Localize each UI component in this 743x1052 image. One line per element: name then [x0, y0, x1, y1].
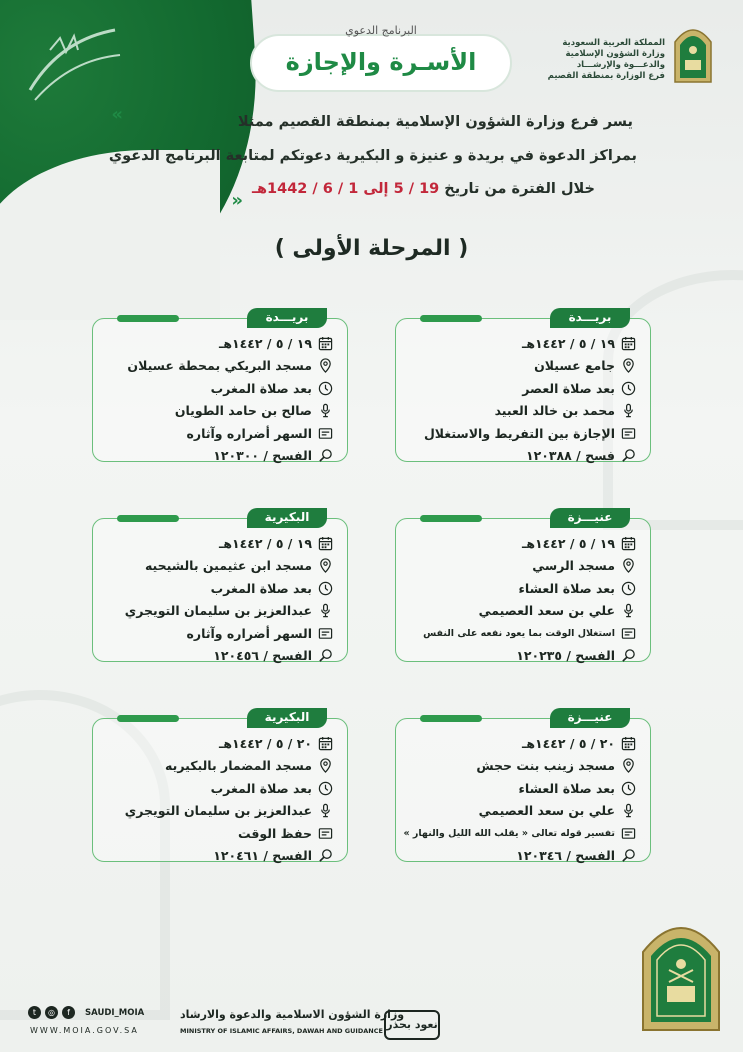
clock-icon — [318, 581, 333, 596]
facebook-icon[interactable]: f — [62, 1006, 75, 1019]
clock-icon — [621, 781, 636, 796]
card-accent-bar — [420, 515, 482, 522]
event-time-row — [404, 577, 636, 600]
event-speaker-row — [404, 400, 636, 423]
event-permit-number-row — [101, 645, 333, 668]
event-date-row — [404, 732, 636, 755]
event-location: مسجد المضمار بالبكيريه — [165, 758, 312, 774]
event-permit-number-row — [404, 445, 636, 468]
ministry-name-header — [515, 38, 665, 82]
event-permit-number-row — [404, 845, 636, 868]
speaker-icon — [621, 603, 636, 618]
event-speaker: علي بن سعد العصيمي — [478, 603, 615, 619]
saudi-emblem-watermark — [20, 20, 130, 110]
event-permit-number: الفسح / ١٢٠٤٥٦ — [213, 648, 312, 664]
event-speaker: علي بن سعد العصيمي — [478, 803, 615, 819]
event-location-row — [404, 355, 636, 378]
schedule-card — [92, 510, 348, 664]
event-time: بعد صلاة العصر — [522, 380, 615, 396]
event-permit-number: الفسح / ١٢٠٢٣٥ — [516, 648, 615, 664]
calendar-icon — [621, 536, 636, 551]
location-pin-icon — [621, 558, 636, 573]
schedule-card — [92, 710, 348, 864]
event-time-row — [101, 577, 333, 600]
permit-search-icon — [621, 848, 636, 863]
event-date: ١٩ / ٥ / ١٤٤٢هـ — [219, 535, 312, 551]
permit-search-icon — [621, 648, 636, 663]
social-handle: SAUDI_MOIA — [85, 1007, 145, 1018]
location-pin-icon — [621, 358, 636, 373]
event-topic-row — [101, 422, 333, 445]
intro-period-dates: 19 / 5 إلى 1 / 6 / 1442هـ — [252, 181, 440, 197]
event-permit-number-row — [101, 845, 333, 868]
permit-search-icon — [318, 848, 333, 863]
phase-title: ( المرحلة الأولى ) — [274, 236, 469, 261]
event-topic-row — [404, 422, 636, 445]
event-time: بعد صلاة العشاء — [518, 580, 615, 596]
event-permit-number: فسح / ١٢٠٣٨٨ — [526, 448, 615, 464]
clock-icon — [318, 781, 333, 796]
event-topic: حفظ الوقت — [238, 825, 312, 841]
clock-icon — [621, 581, 636, 596]
event-time-row — [404, 777, 636, 800]
event-permit-number: الفسح / ١٢٠٣٠٠ — [213, 448, 312, 464]
event-time-row — [101, 377, 333, 400]
event-date-row — [404, 332, 636, 355]
topic-icon — [318, 626, 333, 641]
topic-icon — [318, 426, 333, 441]
ministry-line: وزارة الشؤون الإسلامية — [565, 49, 665, 59]
event-date-row — [101, 532, 333, 555]
event-time: بعد صلاة المغرب — [210, 780, 312, 796]
city-tag: بريـــدة — [247, 308, 327, 328]
event-permit-number-row — [101, 445, 333, 468]
calendar-icon — [318, 536, 333, 551]
event-date-row — [101, 332, 333, 355]
schedule-card — [395, 310, 651, 464]
event-speaker-row — [404, 600, 636, 623]
ministry-line: فرع الوزارة بمنطقة القصيم — [547, 71, 665, 81]
event-permit-number: الفسح / ١٢٠٣٤٦ — [516, 848, 615, 864]
event-date: ١٩ / ٥ / ١٤٤٢هـ — [219, 335, 312, 351]
event-location-row — [404, 755, 636, 778]
event-topic-row — [404, 622, 636, 645]
event-speaker: عبدالعزيز بن سليمان التويجري — [124, 803, 312, 819]
speaker-icon — [318, 803, 333, 818]
event-location-row — [101, 755, 333, 778]
card-accent-bar — [117, 715, 179, 722]
event-topic: استغلال الوقت بما يعود نفعه على النفس — [423, 627, 615, 639]
ministry-logo-large — [639, 912, 723, 1032]
event-location-row — [404, 555, 636, 578]
footer-ministry-english: MINISTRY OF ISLAMIC AFFAIRS, DAWAH AND GUIDANCE — [180, 1027, 383, 1035]
program-title-badge — [250, 24, 512, 92]
event-time-row — [404, 377, 636, 400]
quote-open-mark: » — [111, 104, 123, 125]
permit-search-icon — [621, 448, 636, 463]
event-time: بعد صلاة المغرب — [210, 380, 312, 396]
topic-icon — [621, 626, 636, 641]
event-topic: السهر أضراره وآثاره — [186, 625, 312, 641]
event-date-row — [404, 532, 636, 555]
instagram-icon[interactable]: ◎ — [45, 1006, 58, 1019]
topic-icon — [621, 826, 636, 841]
calendar-icon — [318, 736, 333, 751]
slogan-badge: نعود بحذر — [384, 1010, 440, 1040]
intro-line-3 — [50, 181, 595, 197]
card-accent-bar — [117, 315, 179, 322]
speaker-icon — [621, 803, 636, 818]
ministry-line: المملكة العربية السعودية — [562, 38, 665, 48]
city-tag: البكيرية — [247, 508, 327, 528]
event-time-row — [101, 777, 333, 800]
program-title: الأسـرة والإجازة — [285, 48, 477, 76]
location-pin-icon — [621, 758, 636, 773]
intro-period-label: خلال الفترة من تاريخ — [439, 181, 595, 197]
speaker-icon — [318, 603, 333, 618]
event-location: مسجد البريكي بمحطة عسيلان — [127, 358, 312, 374]
event-speaker: محمد بن خالد العبيد — [494, 403, 615, 419]
event-topic-row — [404, 822, 636, 845]
schedule-card — [395, 710, 651, 864]
event-topic: الإجازة بين التفريط والاستغلال — [423, 425, 615, 441]
event-location: مسجد زينب بنت حجش — [476, 758, 615, 774]
event-permit-number-row — [404, 645, 636, 668]
social-links — [28, 1006, 144, 1019]
event-topic: السهر أضراره وآثاره — [186, 425, 312, 441]
website-url: WWW.MOIA.GOV.SA — [30, 1026, 139, 1035]
event-date: ٢٠ / ٥ / ١٤٤٢هـ — [219, 735, 312, 751]
ministry-logo — [671, 22, 715, 84]
event-location: جامع عسيلان — [534, 358, 615, 374]
event-speaker-row — [101, 800, 333, 823]
event-date-row — [101, 732, 333, 755]
event-topic-row — [101, 622, 333, 645]
schedule-card — [92, 310, 348, 464]
permit-search-icon — [318, 448, 333, 463]
clock-icon — [621, 381, 636, 396]
permit-search-icon — [318, 648, 333, 663]
event-location: مسجد الرسي — [532, 558, 615, 574]
ministry-line: والدعـــوة والإرشـــاد — [576, 60, 665, 70]
event-location-row — [101, 355, 333, 378]
event-time: بعد صلاة المغرب — [210, 580, 312, 596]
calendar-icon — [621, 736, 636, 751]
twitter-icon[interactable]: t — [28, 1006, 41, 1019]
calendar-icon — [318, 336, 333, 351]
program-subtitle: البرنامج الدعوي — [345, 24, 417, 37]
city-tag: عنيـــزة — [550, 708, 630, 728]
event-speaker-row — [404, 800, 636, 823]
card-accent-bar — [420, 715, 482, 722]
location-pin-icon — [318, 758, 333, 773]
intro-line-2: بمراكز الدعوة في بريدة و عنيزة و البكيرية دعوتكم لمتابعة البرنامج الدعوي — [108, 148, 637, 164]
intro-line-1: يسر فرع وزارة الشؤون الإسلامية بمنطقة القصيم ممثلا — [237, 114, 633, 130]
event-permit-number: الفسح / ١٢٠٤٦١ — [213, 848, 312, 864]
quote-close-mark: « — [231, 190, 243, 211]
speaker-icon — [318, 403, 333, 418]
event-location-row — [101, 555, 333, 578]
city-tag: البكيرية — [247, 708, 327, 728]
event-speaker-row — [101, 600, 333, 623]
location-pin-icon — [318, 558, 333, 573]
city-tag: عنيـــزة — [550, 508, 630, 528]
calendar-icon — [621, 336, 636, 351]
event-date: ١٩ / ٥ / ١٤٤٢هـ — [522, 535, 615, 551]
clock-icon — [318, 381, 333, 396]
speaker-icon — [621, 403, 636, 418]
event-topic: تفسير قوله تعالى « يقلب الله الليل والنهار » — [403, 827, 615, 839]
topic-icon — [318, 826, 333, 841]
event-speaker: صالح بن حامد الطويان — [174, 403, 312, 419]
schedule-card — [395, 510, 651, 664]
event-speaker: عبدالعزيز بن سليمان التويجري — [124, 603, 312, 619]
card-accent-bar — [420, 315, 482, 322]
card-accent-bar — [117, 515, 179, 522]
footer-ministry-arabic: وزارة الشؤون الاسلامية والدعوة والارشاد — [180, 1008, 405, 1021]
event-time: بعد صلاة العشاء — [518, 780, 615, 796]
city-tag: بريـــدة — [550, 308, 630, 328]
event-date: ١٩ / ٥ / ١٤٤٢هـ — [522, 335, 615, 351]
event-date: ٢٠ / ٥ / ١٤٤٢هـ — [522, 735, 615, 751]
event-speaker-row — [101, 400, 333, 423]
event-topic-row — [101, 822, 333, 845]
location-pin-icon — [318, 358, 333, 373]
topic-icon — [621, 426, 636, 441]
event-location: مسجد ابن عثيمين بالشيحيه — [144, 558, 312, 574]
